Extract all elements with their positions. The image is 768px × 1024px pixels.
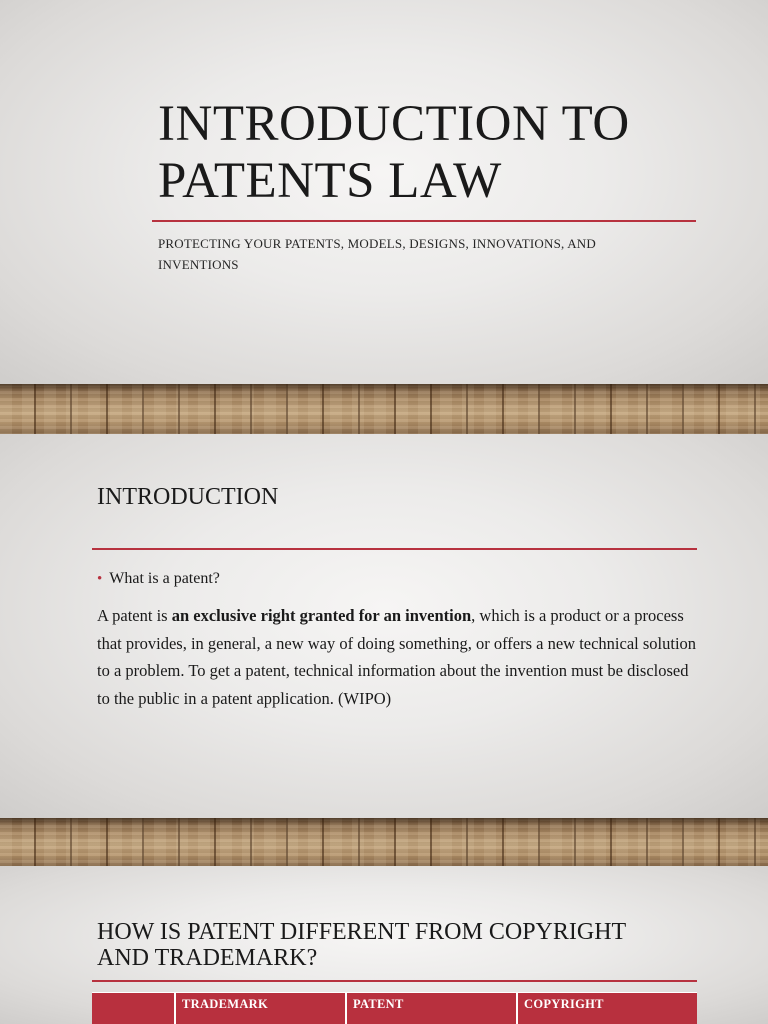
bullet-icon: • [97, 571, 103, 587]
table-header-copyright: COPYRIGHT [516, 993, 697, 1024]
para-rest: , which is a product or a process that provides, in general, a new way of doing something, or offers a new technical solution to a problem. To get a patent, technical information about the invention must be disclosed to the public in a patent application. (WIPO) [97, 606, 697, 708]
table-header-blank [92, 993, 174, 1024]
para-start: A patent is [97, 606, 172, 625]
slide-title-line-2: PATENTS LAW [158, 153, 502, 209]
comparison-table-header [92, 992, 697, 1024]
table-header-trademark: TRADEMARK [174, 993, 345, 1024]
table-header-patent: PATENT [345, 993, 516, 1024]
slide-1 [0, 0, 768, 384]
comparison-heading-line-1: HOW IS PATENT DIFFERENT FROM COPYRIGHT [97, 919, 627, 945]
wood-floor-divider [0, 384, 768, 434]
comparison-heading [97, 919, 697, 971]
wood-floor-divider-2 [0, 818, 768, 866]
definition-paragraph [97, 602, 697, 712]
slide-title [158, 96, 718, 210]
para-emphasis: an exclusive right granted for an invention [171, 606, 472, 625]
title-divider [152, 220, 696, 222]
slide-subtitle: PROTECTING YOUR PATENTS, MODELS, DESIGNS, INNOVATIONS, AND INVENTIONS [158, 236, 596, 272]
slide-title-line-1: INTRODUCTION TO [158, 96, 630, 152]
slide-2 [0, 434, 768, 818]
comparison-divider [92, 980, 697, 982]
section-heading: INTRODUCTION [97, 484, 279, 510]
slide-3 [0, 866, 768, 1024]
comparison-heading-line-2: AND TRADEMARK? [97, 945, 318, 971]
bullet-item [97, 570, 220, 588]
heading-divider [92, 548, 697, 550]
bullet-text: What is a patent? [109, 570, 220, 587]
